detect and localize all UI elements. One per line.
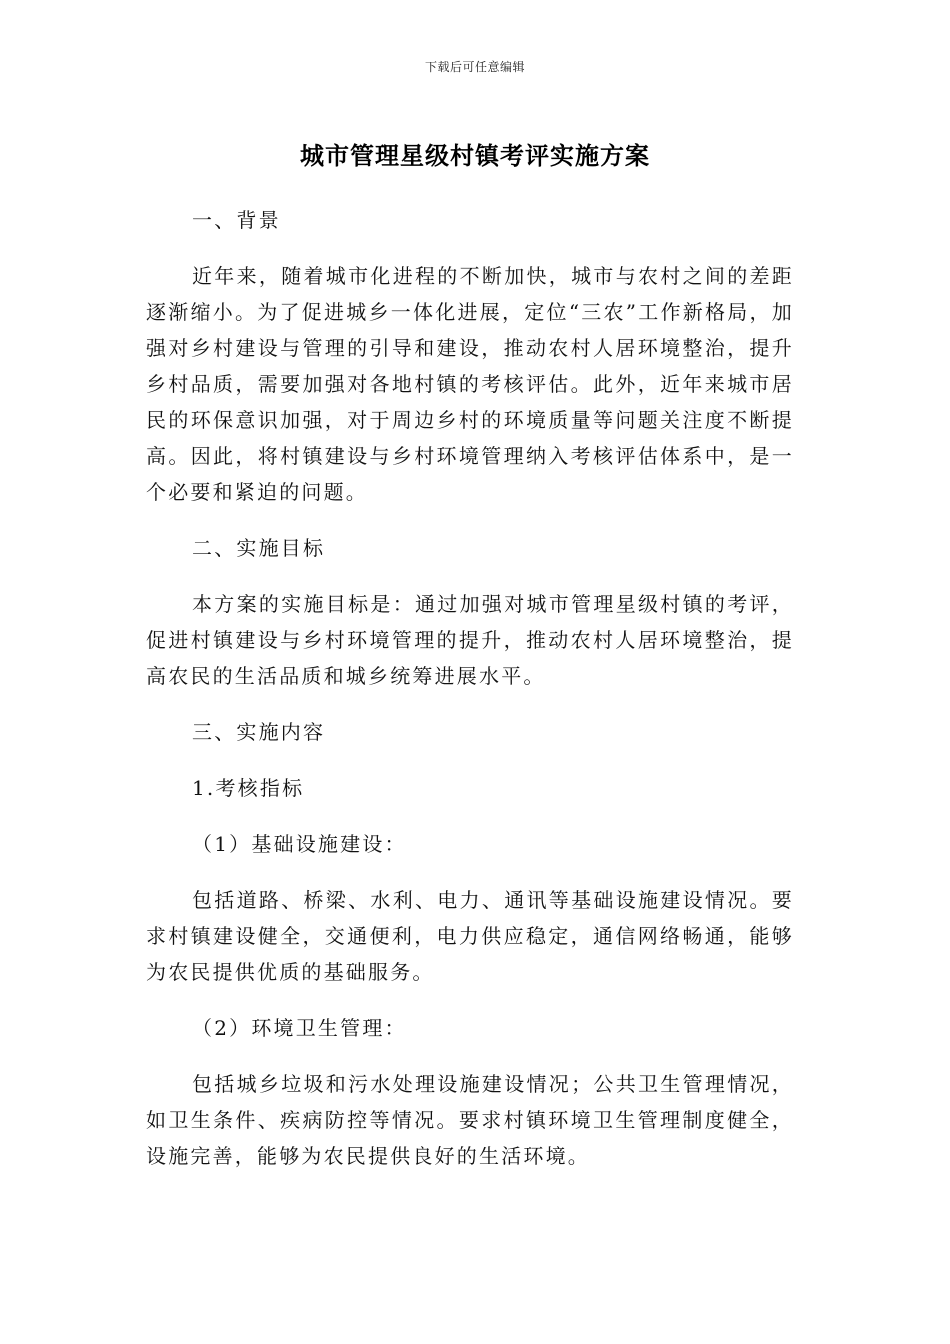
subheading-environment: （2）环境卫生管理： (192, 1016, 407, 1040)
paragraph-goal: 本方案的实施目标是：通过加强对城市管理星级村镇的考评，促进村镇建设与乡村环境管理的提升，推动农村人居环境整治，提高农民的生活品质和城乡统筹进展水平。 (146, 592, 794, 688)
section-heading-goal: 二、实施目标 (192, 536, 326, 560)
paragraph-background: 近年来，随着城市化进程的不断加快，城市与农村之间的差距逐渐缩小。为了促进城乡一体化进展，定位“三农”工作新格局，加强对乡村建设与管理的引导和建设，推动农村人居环境整治，提升乡村品质，需要加强对各地村镇的考核评估。此外，近年来城市居民的环保意识加强，对于周边乡村的环境质量等问题关注度不断提高。因此，将村镇建设与乡村环境管理纳入考核评估体系中，是一个必要和紧迫的问题。 (146, 264, 794, 504)
subheading-indicators: 1.考核指标 (192, 776, 305, 800)
document-body (146, 202, 794, 1174)
paragraph-environment: 包括城乡垃圾和污水处理设施建设情况；公共卫生管理情况，如卫生条件、疾病防控等情况。要求村镇环境卫生管理制度健全，设施完善，能够为农民提供良好的生活环境。 (146, 1072, 794, 1168)
paragraph-infrastructure: 包括道路、桥梁、水利、电力、通讯等基础设施建设情况。要求村镇建设健全，交通便利，电力供应稳定，通信网络畅通，能够为农民提供优质的基础服务。 (146, 888, 794, 984)
section-heading-content: 三、实施内容 (192, 720, 326, 744)
subheading-infrastructure: （1）基础设施建设： (192, 832, 407, 856)
document-title: 城市管理星级村镇考评实施方案 (300, 142, 650, 170)
header-note: 下载后可任意编辑 (424, 60, 525, 74)
section-heading-background: 一、背景 (192, 208, 281, 232)
